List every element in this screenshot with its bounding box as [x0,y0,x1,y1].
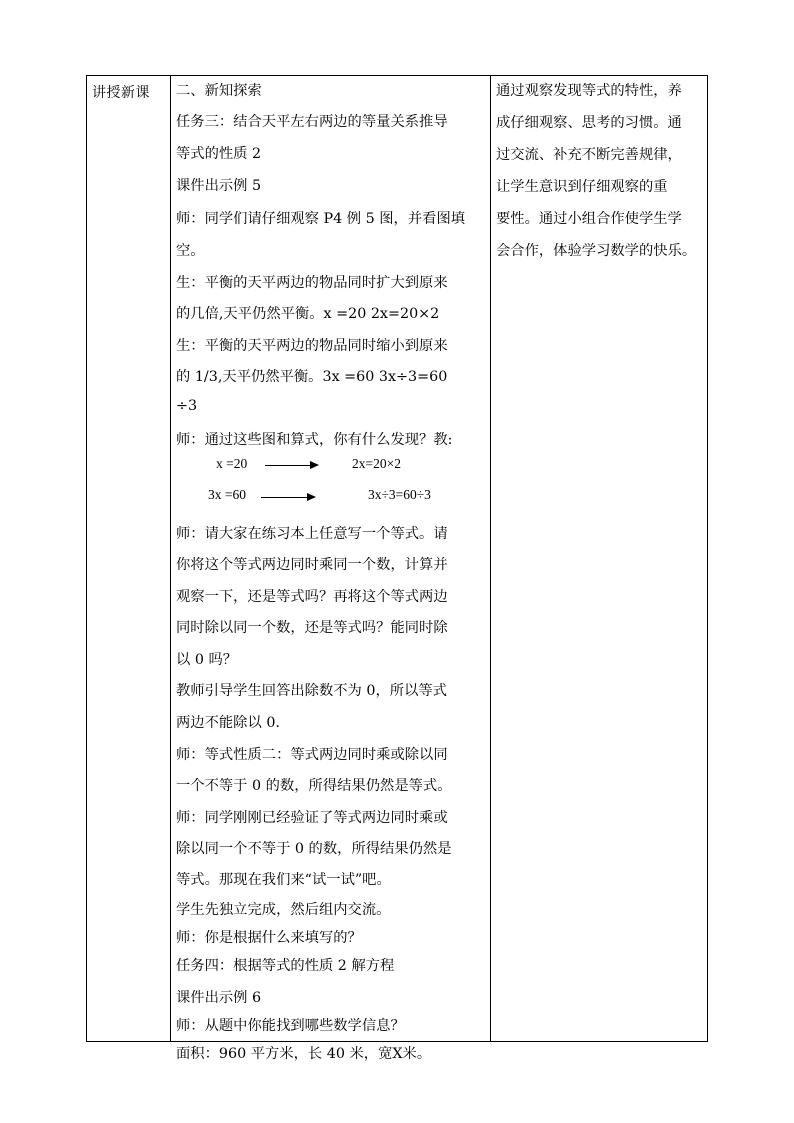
content-line: 面积：960 平方米，长 40 米，宽Ⅹ米。 [176,1046,432,1062]
column-divider-2 [490,76,491,1041]
intent-line: 成仔细观察、思考的习惯。通 [496,115,682,131]
content-line: 师：你是根据什么来填写的？ [176,930,362,946]
content-line: 二、新知探索 [176,83,262,99]
intent-line: 要性。通过小组合作使学生学 [496,211,682,227]
intent-line: 会合作，体验学习数学的快乐。 [496,243,697,259]
content-line: 观察一下，还是等式吗？再将这个等式两边 [176,589,448,605]
column-divider-1 [170,76,171,1041]
content-line: 课件出示例 5 [176,178,262,194]
content-line: 你将这个等式两边同时乘同一个数，计算并 [176,557,448,573]
equation-1-left: x =20 [216,456,248,471]
content-line: 教师引导学生回答出除数不为 0，所以等式 [176,683,447,699]
equation-2-left: 3x =60 [208,487,246,502]
intent-line: 过交流、补充不断完善规律， [496,147,682,163]
content-line: 等式。那现在我们来“试一试”吧。 [176,872,391,888]
content-line: 课件出示例 6 [176,990,262,1006]
content-line: 师：同学们请仔细观察 P4 例 5 图，并看图填 [176,211,466,227]
content-line: 空。 [176,243,205,259]
content-line: 学生先独立完成，然后组内交流。 [176,902,391,918]
content-line: 任务三：结合天平左右两边的等量关系推导 [176,114,448,130]
arrow-icon [261,497,314,498]
content-line: 一个不等于 0 的数，所得结果仍然是等式。 [176,778,452,794]
section-label: 讲授新课 [92,85,150,101]
content-line: 两边不能除以 0. [176,715,280,731]
intent-line: 让学生意识到仔细观察的重 [496,179,668,195]
content-line: 师：请大家在练习本上任意写一个等式。请 [176,526,448,542]
content-line: ÷3 [176,398,198,414]
content-line: 师：等式性质二：等式两边同时乘或除以同 [176,747,448,763]
content-line: 师：同学刚刚已经验证了等式两边同时乘或 [176,810,448,826]
content-line: 师：通过这些图和算式，你有什么发现？教: [176,432,453,448]
content-line: 师：从题中你能找到哪些数学信息？ [176,1018,405,1034]
content-line: 任务四：根据等式的性质 2 解方程 [176,958,395,974]
content-line: 同时除以同一个数，还是等式吗？能同时除 [176,620,448,636]
content-line: 的 1/3,天平仍然平衡。3x =60 3x÷3=60 [176,369,448,385]
intent-line: 通过观察发现等式的特性，养 [496,83,682,99]
equation-2-right: 3x÷3=60÷3 [368,487,431,502]
content-line: 生：平衡的天平两边的物品同时缩小到原来 [176,338,448,354]
content-line: 除以同一个不等于 0 的数，所得结果仍然是 [176,841,452,857]
content-line: 的几倍,天平仍然平衡。x =20 2x=20×2 [176,306,440,322]
equation-1-right: 2x=20×2 [352,456,401,471]
content-line: 等式的性质 2 [176,146,262,162]
arrow-icon [265,465,317,466]
content-line: 以 0 吗？ [176,652,238,668]
content-line: 生：平衡的天平两边的物品同时扩大到原来 [176,275,448,291]
